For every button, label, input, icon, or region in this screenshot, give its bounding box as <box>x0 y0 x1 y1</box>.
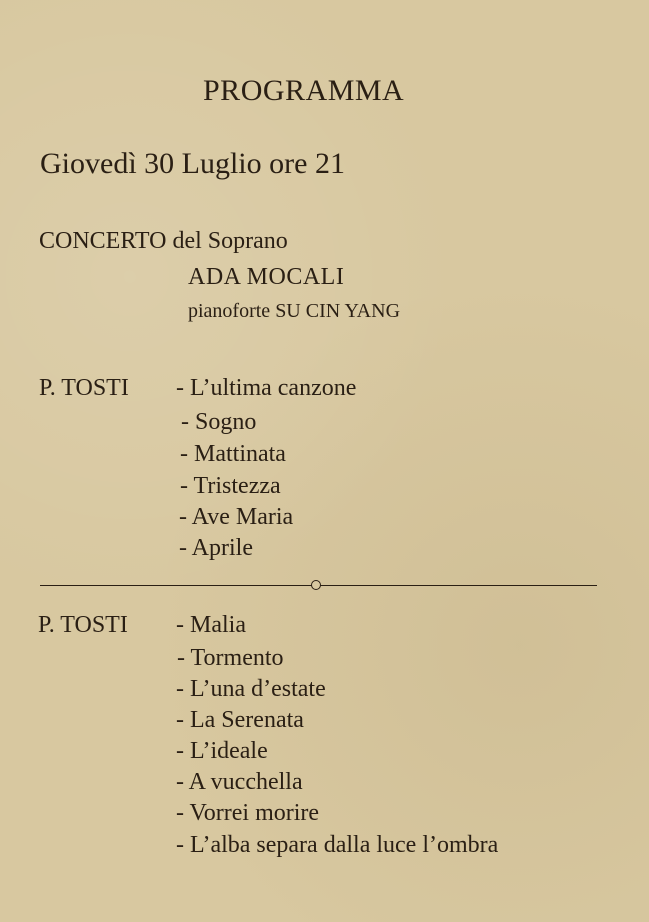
part1-song: - Aprile <box>179 535 253 561</box>
part1-song: - L’ultima canzone <box>176 375 357 401</box>
part2-song: - Tormento <box>177 645 284 671</box>
singer-name: ADA MOCALI <box>188 264 345 290</box>
pianist-name: pianoforte SU CIN YANG <box>188 300 401 322</box>
part1-song: - Tristezza <box>180 473 281 499</box>
part2-song: - L’ideale <box>176 738 268 764</box>
part1-song: - Mattinata <box>180 441 286 467</box>
part1-song: - Sogno <box>181 409 257 435</box>
concert-title: CONCERTO del Soprano <box>39 228 288 254</box>
part2-song: - L’una d’estate <box>176 676 326 702</box>
part2-song: - A vucchella <box>176 769 303 795</box>
divider-ornament-icon <box>311 580 321 590</box>
part1-song: - Ave Maria <box>179 504 294 530</box>
page-title: PROGRAMMA <box>203 74 405 107</box>
part2-composer: P. TOSTI <box>38 612 128 638</box>
part2-song: - Vorrei morire <box>176 800 320 826</box>
event-date: Giovedì 30 Luglio ore 21 <box>40 147 345 180</box>
part1-composer: P. TOSTI <box>39 375 129 401</box>
part2-song: - L’alba separa dalla luce l’ombra <box>176 832 499 858</box>
part2-song: - La Serenata <box>176 707 304 733</box>
part2-song: - Malia <box>176 612 246 638</box>
